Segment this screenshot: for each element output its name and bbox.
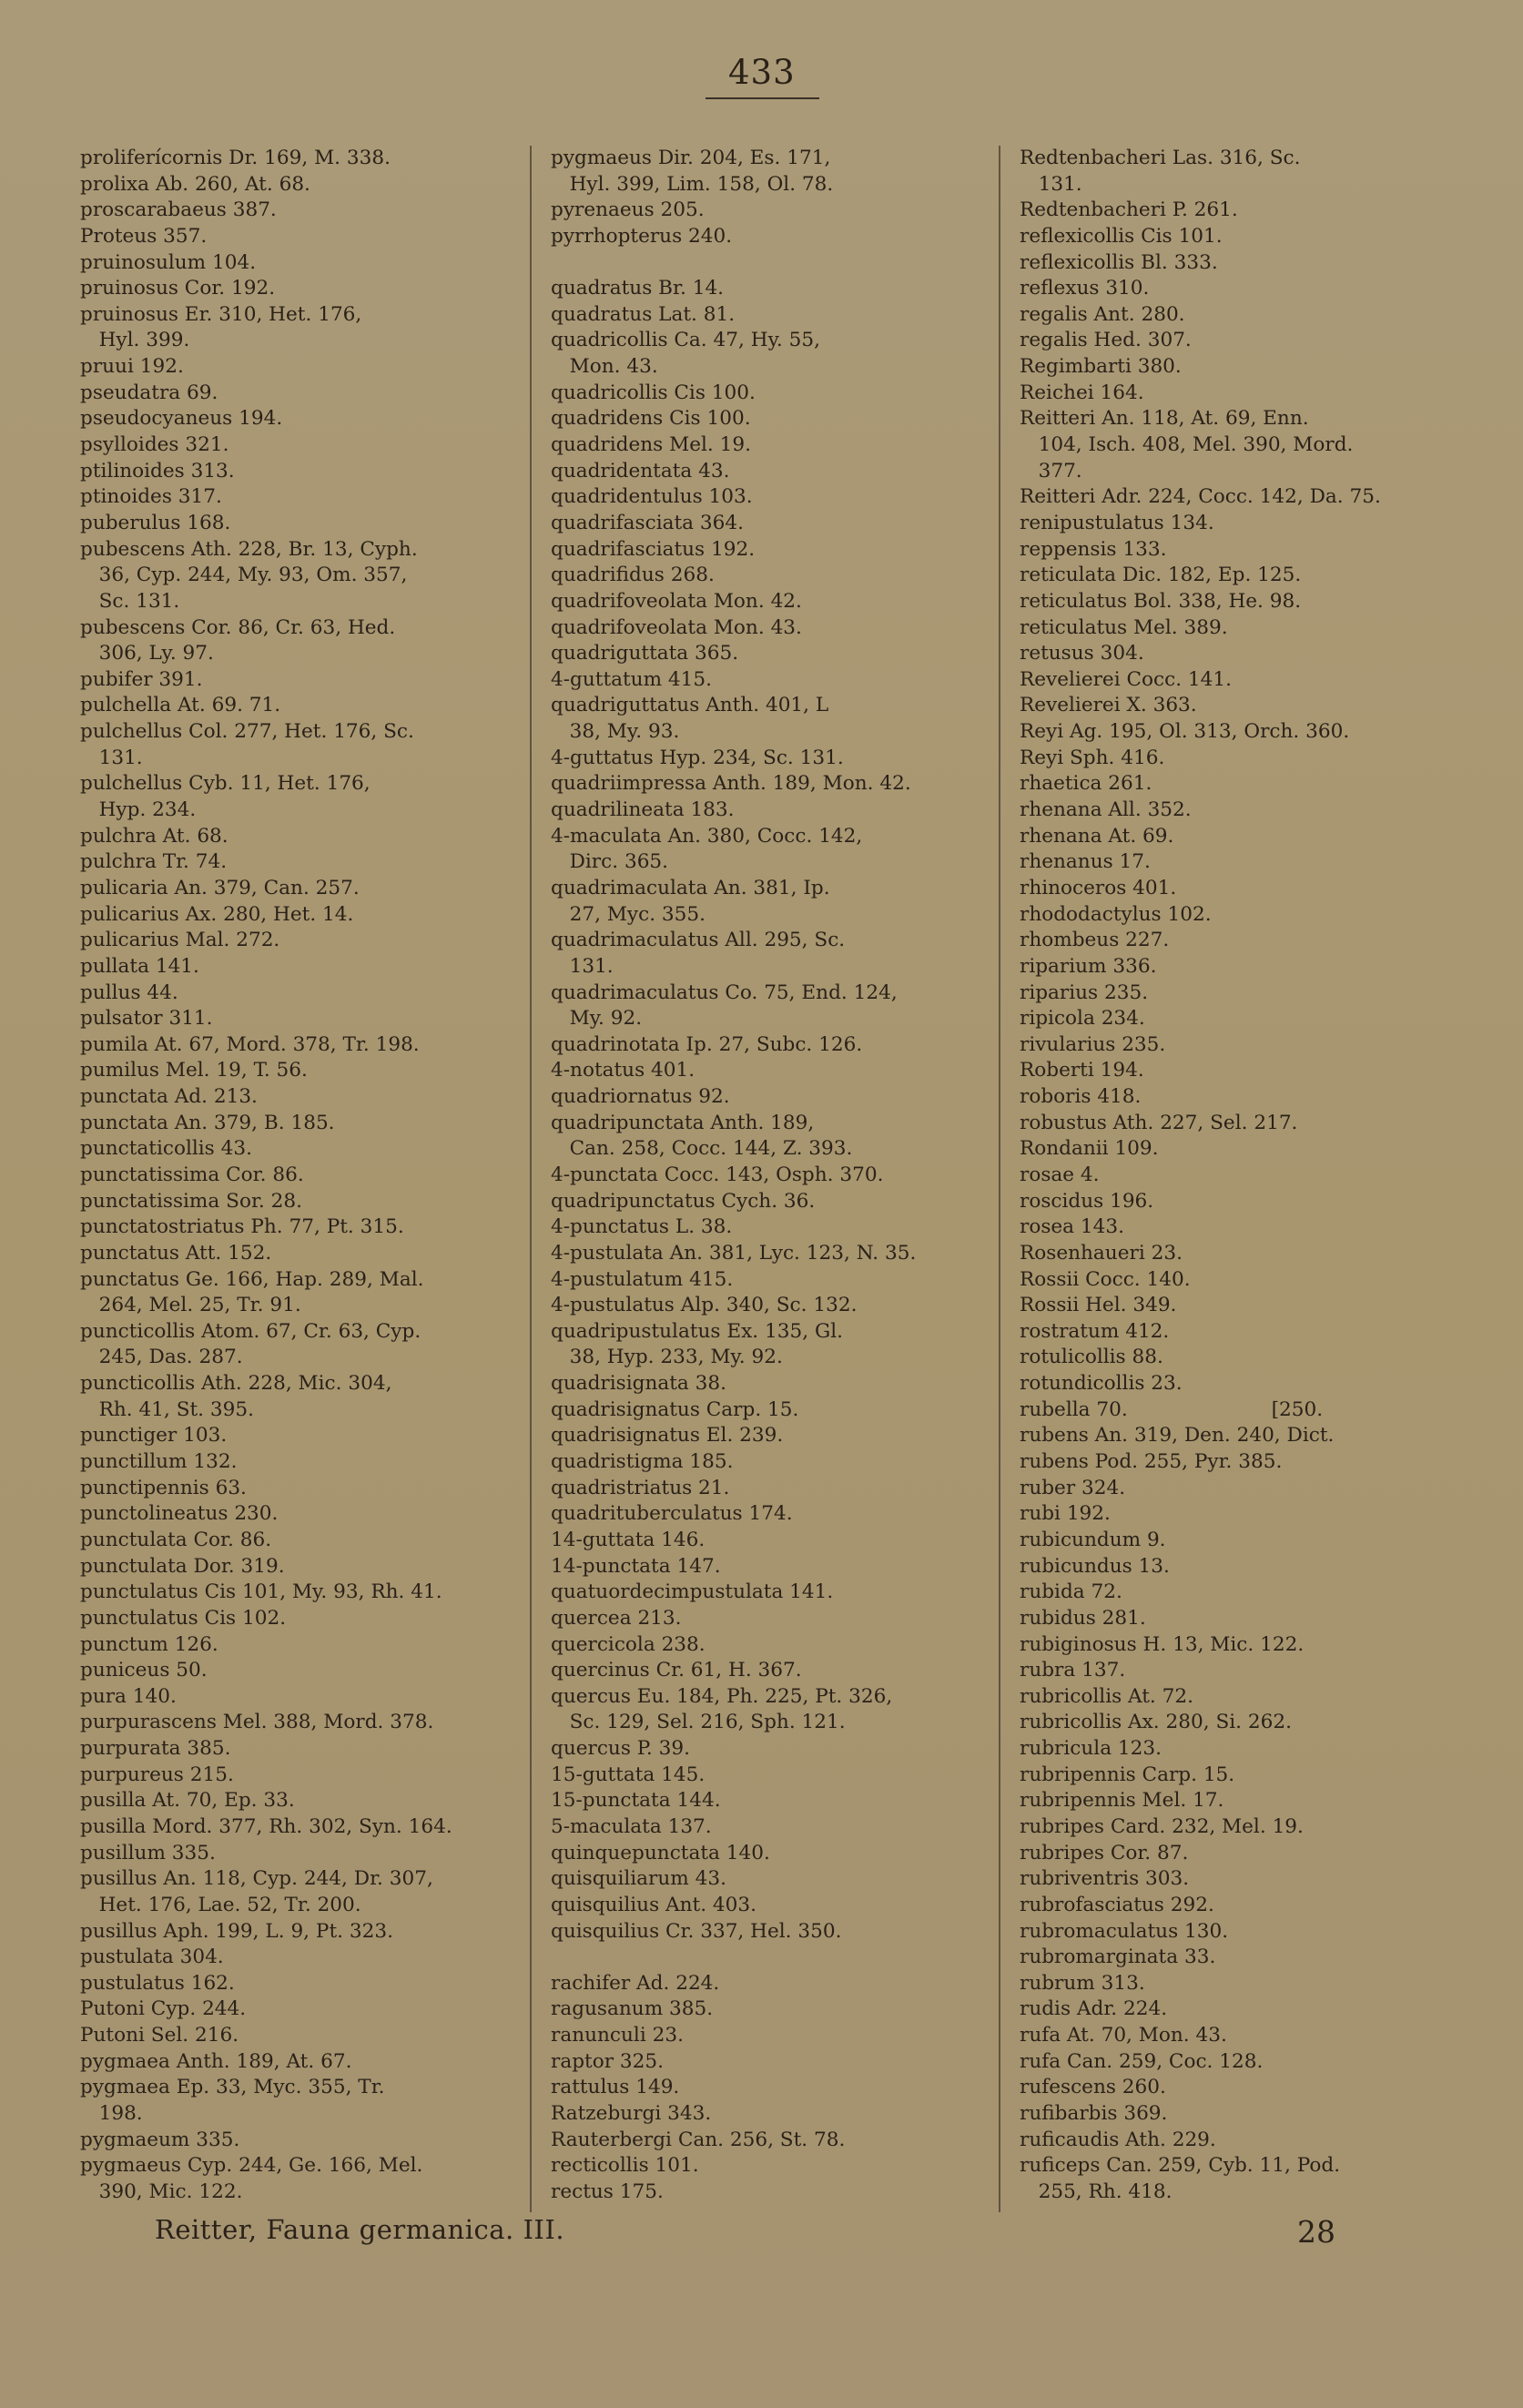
index-entry: 306, Ly. 97. — [80, 642, 214, 666]
index-entry: punctum 126. — [80, 1632, 218, 1656]
index-entry — [551, 1945, 979, 1971]
index-entry: rubromarginata 33. — [1020, 1946, 1216, 1969]
index-entry: rubrofasciatus 292. — [1020, 1893, 1214, 1916]
index-entry: Putoni Cyp. 244. — [80, 1997, 247, 2021]
index-entry: rhenana At. 69. — [1020, 824, 1174, 848]
index-entry: 27, Myc. 355. — [551, 902, 706, 926]
index-entry: pulicarius Mal. 272. — [80, 929, 280, 952]
index-entry: Rondanii 109. — [1020, 1137, 1159, 1161]
index-entry: pyrenaeus 205. — [551, 198, 705, 222]
index-entry: rattulus 149. — [551, 2076, 680, 2099]
index-entry: pulchellus Col. 277, Het. 176, Sc. — [80, 720, 414, 744]
index-entry: 5-maculata 137. — [551, 1815, 712, 1838]
index-entry: pygmaeus Cyp. 244, Ge. 166, Mel. — [80, 2154, 423, 2178]
index-entry: rhaetica 261. — [1020, 772, 1152, 796]
index-entry: pubifer 391. — [80, 667, 203, 691]
index-entry: Regimbarti 380. — [1020, 355, 1182, 379]
index-entry: roboris 418. — [1020, 1085, 1142, 1109]
index-entry: quadrifoveolata Mon. 43. — [551, 615, 802, 639]
index-entry: riparius 235. — [1020, 980, 1149, 1004]
index-entry: rubida 72. — [1020, 1580, 1122, 1604]
index-entry: pumila At. 67, Mord. 378, Tr. 198. — [80, 1032, 420, 1056]
index-entry: quisquiliarum 43. — [551, 1867, 726, 1891]
index-entry: rhenanus 17. — [1020, 850, 1151, 874]
index-entry: reflexus 310. — [1020, 277, 1150, 300]
index-entry: punctiger 103. — [80, 1424, 228, 1448]
index-entry: quadrisignata 38. — [551, 1372, 727, 1396]
index-entry: pseudatra 69. — [80, 381, 218, 404]
index-entry: 131. — [551, 954, 614, 978]
index-entry: pulsator 311. — [80, 1007, 213, 1031]
index-entry: Can. 258, Cocc. 144, Z. 393. — [551, 1137, 853, 1161]
index-entry: Putoni Sel. 216. — [80, 2024, 239, 2047]
index-entry: reflexicollis Cis 101. — [1020, 224, 1223, 248]
index-entry: 4-maculata An. 380, Cocc. 142, — [551, 824, 863, 848]
index-entry: rubens Pod. 255, Pyr. 385. — [1020, 1450, 1283, 1474]
index-entry: 15-punctata 144. — [551, 1789, 721, 1813]
index-column-1 — [80, 146, 508, 2206]
index-entry: rubella 70. [250. — [1020, 1397, 1324, 1421]
index-entry: rubripennis Carp. 15. — [1020, 1763, 1235, 1786]
index-entry: Reyi Sph. 416. — [1020, 746, 1165, 769]
index-entry: quercicola 238. — [551, 1632, 706, 1656]
index-entry: rhombeus 227. — [1020, 929, 1170, 952]
index-entry: quadridentulus 103. — [551, 485, 753, 509]
index-entry: proscarabaeus 387. — [80, 198, 277, 222]
index-entry: proliferícornis Dr. 169, M. 338. — [80, 147, 391, 169]
index-entry: quadrituberculatus 174. — [551, 1502, 793, 1526]
index-entry: purpurascens Mel. 388, Mord. 378. — [80, 1711, 434, 1734]
index-entry: punctillum 132. — [80, 1450, 238, 1474]
index-entry: reflexicollis Bl. 333. — [1020, 250, 1218, 274]
index-entry: quercus Eu. 184, Ph. 225, Pt. 326, — [551, 1684, 893, 1708]
index-entry: punctulata Cor. 86. — [80, 1528, 272, 1551]
index-entry: quadrifoveolata Mon. 42. — [551, 589, 802, 613]
index-entry: pumilus Mel. 19, T. 56. — [80, 1059, 308, 1082]
index-entry: puniceus 50. — [80, 1659, 208, 1682]
index-entry: 4-punctatus L. 38. — [551, 1215, 733, 1239]
index-entry: quisquilius Cr. 337, Hel. 350. — [551, 1919, 842, 1943]
index-entry: quadrisignatus El. 239. — [551, 1424, 784, 1448]
index-entry: Ratzeburgi 343. — [551, 2102, 712, 2126]
index-entry: quadriornatus 92. — [551, 1085, 730, 1109]
index-entry: ruber 324. — [1020, 1476, 1126, 1499]
index-entry: reticulata Dic. 182, Ep. 125. — [1020, 564, 1302, 587]
index-entry: Mon. 43. — [551, 355, 658, 379]
index-entry: pubescens Ath. 228, Br. 13, Cyph. — [80, 537, 418, 561]
index-entry: pulicaria An. 379, Can. 257. — [80, 876, 360, 899]
index-entry: punctata Ad. 213. — [80, 1085, 258, 1109]
index-column-2 — [551, 146, 979, 2206]
index-entry: Proteus 357. — [80, 224, 208, 248]
index-entry: rubicundum 9. — [1020, 1528, 1166, 1551]
index-entry: quadricollis Ca. 47, Hy. 55, — [551, 329, 820, 352]
index-entry: renipustulatus 134. — [1020, 511, 1214, 534]
index-entry: Rauterbergi Can. 256, St. 78. — [551, 2128, 846, 2151]
index-entry: Redtenbacheri Las. 316, Sc. — [1020, 147, 1301, 169]
index-entry: ruficeps Can. 259, Cyb. 11, Pod. — [1020, 2154, 1341, 2178]
index-entry: pygmaeus Dir. 204, Es. 171, — [551, 147, 831, 169]
index-entry: quadridentata 43. — [551, 459, 730, 483]
index-entry: ptilinoides 313. — [80, 459, 235, 483]
index-entry: Hyl. 399. — [80, 329, 190, 352]
index-entry: Reyi Ag. 195, Ol. 313, Orch. 360. — [1020, 720, 1350, 744]
index-entry: punctipennis 63. — [80, 1476, 247, 1499]
index-entry: punctulata Dor. 319. — [80, 1554, 285, 1578]
index-entry: pygmaeum 335. — [80, 2128, 240, 2151]
index-entry: quercus P. 39. — [551, 1737, 691, 1761]
index-entry: 4-guttatum 415. — [551, 667, 712, 691]
index-entry: 14-guttata 146. — [551, 1528, 706, 1551]
index-entry: rubricula 123. — [1020, 1737, 1163, 1761]
index-entry: quercea 213. — [551, 1606, 682, 1630]
index-entry: regalis Ant. 280. — [1020, 302, 1185, 326]
index-entry: rachifer Ad. 224. — [551, 1971, 720, 1995]
index-entry: quadrifidus 268. — [551, 564, 715, 587]
index-entry: pura 140. — [80, 1684, 177, 1708]
index-entry: pygmaea Ep. 33, Myc. 355, Tr. — [80, 2076, 385, 2099]
index-entry: regalis Hed. 307. — [1020, 329, 1192, 352]
index-entry: quadrifasciatus 192. — [551, 537, 756, 561]
index-entry: quadridens Cis 100. — [551, 407, 751, 431]
index-entry: pulchella At. 69. 71. — [80, 694, 281, 717]
index-entry: robustus Ath. 227, Sel. 217. — [1020, 1111, 1298, 1134]
index-entry: Reitteri Adr. 224, Cocc. 142, Da. 75. — [1020, 485, 1381, 509]
index-entry: pseudocyaneus 194. — [80, 407, 283, 431]
index-entry: quadristriatus 21. — [551, 1476, 730, 1499]
index-entry: Rh. 41, St. 395. — [80, 1397, 254, 1421]
index-entry: pustulatus 162. — [80, 1971, 235, 1995]
index-entry: recticollis 101. — [551, 2154, 699, 2178]
index-entry: Revelierei X. 363. — [1020, 694, 1197, 717]
index-entry: punctatus Att. 152. — [80, 1241, 272, 1265]
index-entry: Rossii Cocc. 140. — [1020, 1267, 1191, 1291]
index-entry: rufescens 260. — [1020, 2076, 1166, 2099]
index-entry: 255, Rh. 418. — [1020, 2179, 1173, 2203]
index-entry: pulicarius Ax. 280, Het. 14. — [80, 902, 354, 926]
index-entry: punctulatus Cis 102. — [80, 1606, 287, 1630]
footer-title: Reitter, Fauna germanica. III. — [155, 2214, 565, 2245]
index-entry: purpureus 215. — [80, 1763, 234, 1786]
header-rule — [706, 97, 819, 99]
index-entry: punctatus Ge. 166, Hap. 289, Mal. — [80, 1267, 424, 1291]
index-entry: 4-guttatus Hyp. 234, Sc. 131. — [551, 746, 844, 769]
index-entry: rhinoceros 401. — [1020, 876, 1177, 899]
index-entry: Hyp. 234. — [80, 798, 197, 822]
index-entry: rubricollis At. 72. — [1020, 1684, 1194, 1708]
index-entry: roscidus 196. — [1020, 1189, 1154, 1213]
index-entry: rubrum 313. — [1020, 1971, 1145, 1995]
index-entry: Rossii Hel. 349. — [1020, 1294, 1177, 1317]
index-entry: ranunculi 23. — [551, 2024, 684, 2047]
index-entry: punctatissima Sor. 28. — [80, 1189, 302, 1213]
index-entry: pullus 44. — [80, 980, 178, 1004]
index-entry: Dirc. 365. — [551, 850, 669, 874]
index-entry: quadricollis Cis 100. — [551, 381, 756, 404]
index-column-3 — [1020, 146, 1493, 2206]
index-entry: reppensis 133. — [1020, 537, 1167, 561]
index-entry: purpurata 385. — [80, 1737, 231, 1761]
index-entry: quadristigma 185. — [551, 1450, 734, 1474]
index-entry: rubromaculatus 130. — [1020, 1919, 1229, 1943]
index-entry: retusus 304. — [1020, 642, 1144, 666]
index-entry: ruficaudis Ath. 229. — [1020, 2128, 1216, 2151]
index-entry: 4-pustulatum 415. — [551, 1267, 734, 1291]
index-entry: quadriguttatus Anth. 401, L — [551, 694, 829, 717]
index-entry: quadripunctatus Cych. 36. — [551, 1189, 816, 1213]
index-entry: rufibarbis 369. — [1020, 2102, 1168, 2126]
index-entry: rubicundus 13. — [1020, 1554, 1170, 1578]
index-entry: psylloides 321. — [80, 433, 229, 457]
index-entry: quadratus Lat. 81. — [551, 302, 736, 326]
index-entry: 38, Hyp. 233, My. 92. — [551, 1346, 783, 1369]
index-entry: rhenana All. 352. — [1020, 798, 1192, 822]
index-entry: 4-punctata Cocc. 143, Osph. 370. — [551, 1163, 884, 1186]
index-entry: puncticollis Ath. 228, Mic. 304, — [80, 1372, 392, 1396]
index-entry: quadrimaculata An. 381, Ip. — [551, 876, 830, 899]
index-entry: prolixa Ab. 260, At. 68. — [80, 172, 310, 196]
index-entry: pubescens Cor. 86, Cr. 63, Hed. — [80, 615, 396, 639]
index-entry: pustulata 304. — [80, 1946, 224, 1969]
index-entry: pygmaea Anth. 189, At. 67. — [80, 2049, 352, 2073]
index-entry: 377. — [1020, 459, 1082, 483]
index-entry: punctaticollis 43. — [80, 1137, 252, 1161]
index-entry: 4-pustulatus Alp. 340, Sc. 132. — [551, 1294, 858, 1317]
index-entry: rubricollis Ax. 280, Si. 262. — [1020, 1711, 1292, 1734]
index-entry: quadrisignatus Carp. 15. — [551, 1397, 799, 1421]
index-entry: rosea 143. — [1020, 1215, 1125, 1239]
index-entry: pusilla Mord. 377, Rh. 302, Syn. 164. — [80, 1815, 452, 1838]
index-entry: rufa Can. 259, Coc. 128. — [1020, 2049, 1264, 2073]
index-entry: 131. — [1020, 172, 1082, 196]
index-entry: quadrifasciata 364. — [551, 511, 744, 534]
column-divider-1 — [530, 146, 532, 2212]
index-entry: 131. — [80, 746, 143, 769]
index-entry: rubripennis Mel. 17. — [1020, 1789, 1224, 1813]
index-entry: rubriventris 303. — [1020, 1867, 1190, 1891]
index-entry: pruinosulum 104. — [80, 250, 257, 274]
index-entry: 245, Das. 287. — [80, 1346, 243, 1369]
index-entry: pulchellus Cyb. 11, Het. 176, — [80, 772, 371, 796]
index-entry: pulchra Tr. 74. — [80, 850, 228, 874]
index-entry: 38, My. 93. — [551, 720, 680, 744]
index-entry: pulchra At. 68. — [80, 824, 228, 848]
index-entry: rufa At. 70, Mon. 43. — [1020, 2024, 1227, 2047]
index-entry: quadriguttata 365. — [551, 642, 739, 666]
index-entry: rubripes Cor. 87. — [1020, 1841, 1189, 1864]
index-entry: quadratus Br. 14. — [551, 277, 725, 300]
index-entry: Reitteri An. 118, At. 69, Enn. — [1020, 407, 1309, 431]
index-entry: rubi 192. — [1020, 1502, 1111, 1526]
index-entry: Sc. 129, Sel. 216, Sph. 121. — [551, 1711, 846, 1734]
index-entry: rotundicollis 23. — [1020, 1372, 1183, 1396]
index-entry: Reichei 164. — [1020, 381, 1144, 404]
index-entry: 36, Cyp. 244, My. 93, Om. 357, — [80, 564, 408, 587]
index-entry: 15-guttata 145. — [551, 1763, 706, 1786]
index-entry: reticulatus Bol. 338, He. 98. — [1020, 589, 1302, 613]
index-entry: quinquepunctata 140. — [551, 1841, 770, 1864]
index-entry: Revelierei Cocc. 141. — [1020, 667, 1232, 691]
index-entry: rosae 4. — [1020, 1163, 1100, 1186]
index-entry: 198. — [80, 2102, 143, 2126]
index-entry: My. 92. — [551, 1007, 643, 1031]
index-entry: quadrinotata Ip. 27, Subc. 126. — [551, 1032, 863, 1056]
index-entry: pyrrhopterus 240. — [551, 224, 733, 248]
index-entry: 390, Mic. 122. — [80, 2179, 243, 2203]
index-entry: pullata 141. — [80, 954, 199, 978]
index-entry: rhododactylus 102. — [1020, 902, 1212, 926]
index-entry: rubripes Card. 232, Mel. 19. — [1020, 1815, 1304, 1838]
index-entry: punctolineatus 230. — [80, 1502, 279, 1526]
sheet-number: 28 — [1297, 2214, 1335, 2250]
index-entry: pusillus Aph. 199, L. 9, Pt. 323. — [80, 1919, 393, 1943]
index-entry: pruinosus Er. 310, Het. 176, — [80, 302, 362, 326]
index-entry: quisquilius Ant. 403. — [551, 1893, 757, 1916]
index-entry: rubidus 281. — [1020, 1606, 1146, 1630]
index-entry: 264, Mel. 25, Tr. 91. — [80, 1294, 301, 1317]
index-entry: ptinoides 317. — [80, 485, 222, 509]
index-entry: Redtenbacheri P. 261. — [1020, 198, 1238, 222]
index-entry: quadripustulatus Ex. 135, Gl. — [551, 1319, 843, 1343]
index-entry: rivularius 235. — [1020, 1032, 1166, 1056]
index-entry: reticulatus Mel. 389. — [1020, 615, 1228, 639]
index-entry — [551, 250, 979, 277]
index-entry: Hyl. 399, Lim. 158, Ol. 78. — [551, 172, 834, 196]
index-entry: Sc. 131. — [80, 589, 180, 613]
index-entry: Rosenhaueri 23. — [1020, 1241, 1183, 1265]
index-entry: ripicola 234. — [1020, 1007, 1145, 1031]
index-entry: riparium 336. — [1020, 954, 1157, 978]
index-entry: 14-punctata 147. — [551, 1554, 721, 1578]
index-entry: pusillum 335. — [80, 1841, 216, 1864]
index-entry: rubiginosus H. 13, Mic. 122. — [1020, 1632, 1305, 1656]
index-entry: pusillus An. 118, Cyp. 244, Dr. 307, — [80, 1867, 433, 1891]
index-entry: quadriimpressa Anth. 189, Mon. 42. — [551, 772, 911, 796]
index-entry: quadrilineata 183. — [551, 798, 735, 822]
index-entry: rectus 175. — [551, 2179, 664, 2203]
index-entry: rudis Adr. 224. — [1020, 1997, 1168, 2021]
index-entry: pruui 192. — [80, 355, 184, 379]
index-entry: punctulatus Cis 101, My. 93, Rh. 41. — [80, 1580, 442, 1604]
index-entry: quatuordecimpustulata 141. — [551, 1580, 834, 1604]
index-entry: punctatostriatus Ph. 77, Pt. 315. — [80, 1215, 404, 1239]
index-entry: punctatissima Cor. 86. — [80, 1163, 304, 1186]
index-entry: Het. 176, Lae. 52, Tr. 200. — [80, 1893, 361, 1916]
index-entry: raptor 325. — [551, 2049, 664, 2073]
index-entry: pusilla At. 70, Ep. 33. — [80, 1789, 295, 1813]
index-entry: quercinus Cr. 61, H. 367. — [551, 1659, 802, 1682]
index-entry: ragusanum 385. — [551, 1997, 714, 2021]
index-entry: quadrimaculatus Co. 75, End. 124, — [551, 980, 898, 1004]
index-entry: pruinosus Cor. 192. — [80, 277, 276, 300]
page-number: 433 — [728, 53, 796, 92]
index-entry: rubra 137. — [1020, 1659, 1126, 1682]
index-entry: quadrimaculatus All. 295, Sc. — [551, 929, 846, 952]
index-entry: 104, Isch. 408, Mel. 390, Mord. — [1020, 433, 1354, 457]
index-entry: 4-pustulata An. 381, Lyc. 123, N. 35. — [551, 1241, 917, 1265]
index-entry: quadridens Mel. 19. — [551, 433, 751, 457]
index-entry: rostratum 412. — [1020, 1319, 1170, 1343]
index-entry: punctata An. 379, B. 185. — [80, 1111, 335, 1134]
index-entry: rotulicollis 88. — [1020, 1346, 1163, 1369]
column-divider-2 — [999, 146, 1000, 2212]
index-entry: puncticollis Atom. 67, Cr. 63, Cyp. — [80, 1319, 421, 1343]
index-entry: 4-notatus 401. — [551, 1059, 696, 1082]
index-entry: Roberti 194. — [1020, 1059, 1144, 1082]
index-entry: rubens An. 319, Den. 240, Dict. — [1020, 1424, 1335, 1448]
index-entry: puberulus 168. — [80, 511, 231, 534]
index-entry: quadripunctata Anth. 189, — [551, 1111, 815, 1134]
